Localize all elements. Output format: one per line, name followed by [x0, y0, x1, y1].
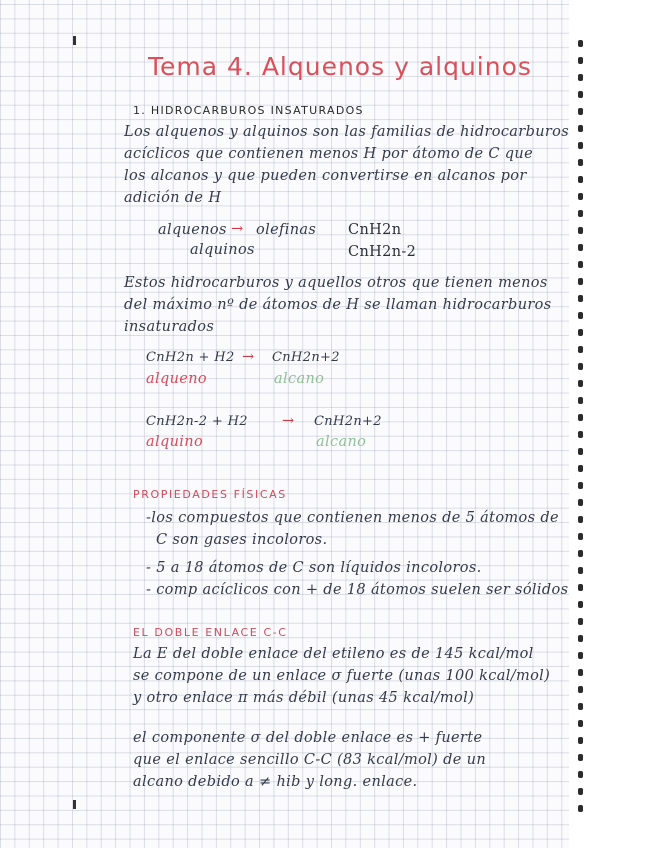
binding-hole: [578, 278, 583, 285]
list-item: - comp acíclicos con + de 18 átomos suelen ser sólidos: [146, 582, 569, 598]
binding-hole: [578, 448, 583, 455]
binding-hole: [578, 567, 583, 574]
reaction-2-label-alquino: alquino: [146, 434, 204, 450]
binding-hole: [578, 652, 583, 659]
reaction-1-product: CnH2n+2: [272, 350, 340, 365]
paragraph-line: acíclicos que contienen menos H por átomo de C que: [124, 146, 534, 162]
paragraph-line: insaturados: [124, 319, 215, 335]
binding-hole: [578, 669, 583, 676]
paragraph-line: Estos hidrocarburos y aquellos otros que tienen menos: [124, 275, 548, 291]
arrow-icon: →: [242, 349, 255, 365]
term-olefinas: olefinas: [256, 222, 317, 238]
binding-hole: [578, 805, 583, 812]
binding-hole: [578, 244, 583, 251]
binding-hole: [578, 754, 583, 761]
binding-hole: [578, 346, 583, 353]
binding-hole: [578, 210, 583, 217]
binding-hole: [578, 737, 583, 744]
binding-hole: [578, 703, 583, 710]
binding-hole: [578, 584, 583, 591]
binding-hole: [578, 431, 583, 438]
page-edge-mark: [73, 800, 76, 809]
section-heading-hidrocarburos: 1. HIDROCARBUROS INSATURADOS: [133, 104, 364, 117]
reaction-2-reactants: CnH2n-2 + H2: [146, 414, 248, 429]
binding-hole: [578, 635, 583, 642]
binding-hole: [578, 516, 583, 523]
binding-hole: [578, 261, 583, 268]
arrow-icon: →: [282, 413, 295, 429]
binding-hole: [578, 176, 583, 183]
binding-hole: [578, 601, 583, 608]
reaction-2-label-alcano: alcano: [316, 434, 367, 450]
paragraph-line: se compone de un enlace σ fuerte (unas 100 kcal/mol): [133, 668, 551, 684]
formula-alquino: CnH2n-2: [348, 244, 417, 260]
binding-hole: [578, 108, 583, 115]
binding-hole: [578, 414, 583, 421]
reaction-2-product: CnH2n+2: [314, 414, 382, 429]
binding-hole: [578, 227, 583, 234]
reaction-1-label-alcano: alcano: [274, 371, 325, 387]
binding-hole: [578, 397, 583, 404]
binding-hole: [578, 57, 583, 64]
formula-alqueno: CnH2n: [348, 222, 402, 238]
reaction-1-label-alqueno: alqueno: [146, 371, 208, 387]
paragraph-line: el componente σ del doble enlace es + fuerte: [133, 730, 483, 746]
paragraph-line: los alcanos y que pueden convertirse en alcanos por: [124, 168, 527, 184]
binding-hole: [578, 618, 583, 625]
paragraph-line: que el enlace sencillo C-C (83 kcal/mol) de un: [133, 752, 487, 768]
paragraph-line: y otro enlace π más débil (unas 45 kcal/mol): [133, 690, 475, 706]
binding-hole: [578, 363, 583, 370]
term-alquinos: alquinos: [190, 242, 255, 258]
term-alquenos: alquenos: [158, 222, 227, 238]
binding-hole: [578, 295, 583, 302]
binding-hole: [578, 312, 583, 319]
reaction-1-reactants: CnH2n + H2: [146, 350, 235, 365]
paragraph-line: Los alquenos y alquinos son las familias de hidrocarburos: [124, 124, 570, 140]
binding-hole: [578, 74, 583, 81]
page-edge-mark: [73, 36, 76, 45]
binding-hole: [578, 550, 583, 557]
binding-hole: [578, 159, 583, 166]
section-heading-propiedades: PROPIEDADES FÍSICAS: [133, 488, 287, 501]
list-item: -los compuestos que contienen menos de 5 átomos de: [146, 510, 559, 526]
binding-hole: [578, 465, 583, 472]
binding-hole: [578, 329, 583, 336]
paragraph-line: adición de H: [124, 190, 222, 206]
arrow-icon: →: [231, 221, 244, 237]
binding-hole: [578, 686, 583, 693]
binding-hole: [578, 380, 583, 387]
paragraph-line: La E del doble enlace del etileno es de 145 kcal/mol: [133, 646, 534, 662]
paragraph-line: alcano debido a ≠ hib y long. enlace.: [133, 774, 418, 790]
binding-hole: [578, 125, 583, 132]
binding-hole: [578, 771, 583, 778]
section-heading-doble-enlace: EL DOBLE ENLACE C-C: [133, 626, 288, 639]
binding-hole: [578, 533, 583, 540]
binding-hole: [578, 91, 583, 98]
list-item: C son gases incoloros.: [156, 532, 328, 548]
binding-hole: [578, 482, 583, 489]
binding-hole: [578, 193, 583, 200]
page-title: Tema 4. Alquenos y alquinos: [148, 52, 532, 81]
binding-hole: [578, 788, 583, 795]
binding-hole: [578, 720, 583, 727]
paragraph-line: del máximo nº de átomos de H se llaman hidrocarburos: [124, 297, 552, 313]
binding-hole: [578, 142, 583, 149]
list-item: - 5 a 18 átomos de C son líquidos incoloros.: [146, 560, 482, 576]
binding-hole: [578, 499, 583, 506]
binding-hole: [578, 40, 583, 47]
